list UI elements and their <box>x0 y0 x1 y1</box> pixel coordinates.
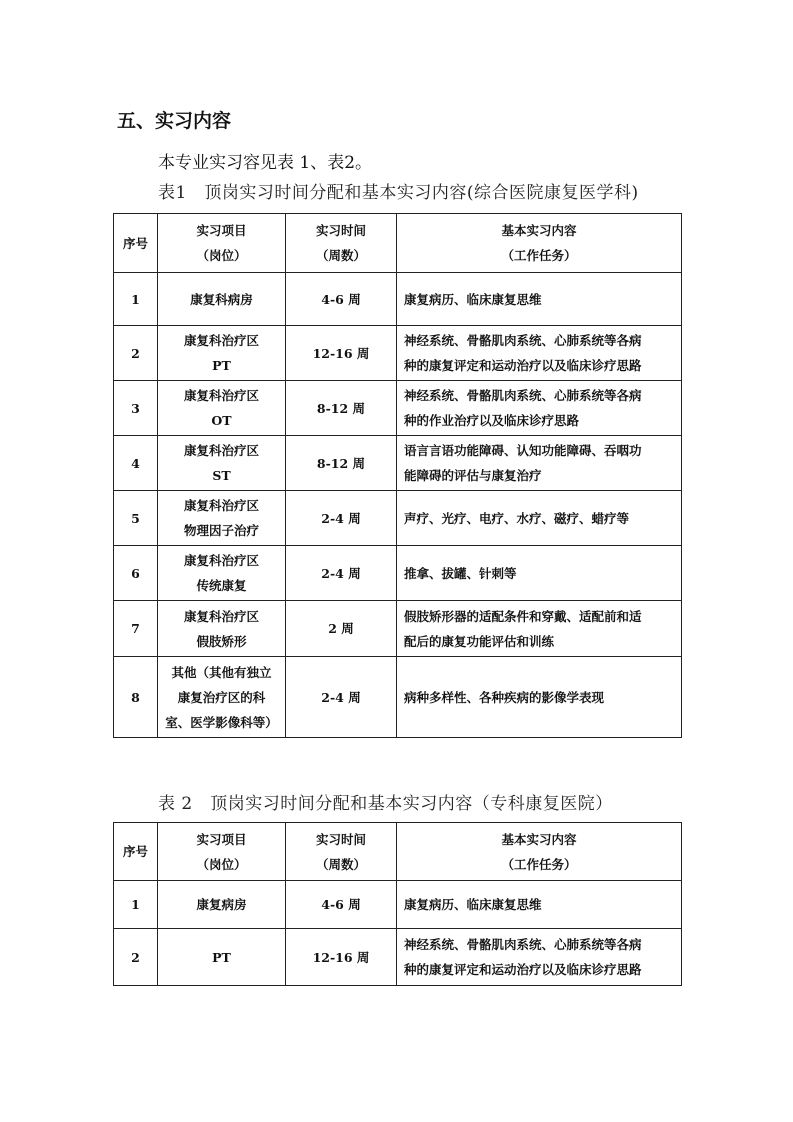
header-cell <box>158 823 286 881</box>
time-cell: 4-6 周 <box>286 881 397 929</box>
header-cell-line: （岗位） <box>196 248 247 263</box>
content-cell <box>397 381 682 436</box>
content-cell <box>397 436 682 491</box>
item-cell-line: OT <box>211 413 232 428</box>
content-cell <box>397 601 682 657</box>
header-cell-line: （工作任务） <box>501 248 577 263</box>
item-cell-line: 康复科治疗区 <box>183 608 259 624</box>
header-cell-line: 基本实习内容 <box>501 223 577 238</box>
table-row <box>114 657 682 738</box>
row-number: 1 <box>114 881 158 929</box>
item-cell-line: 康复病房 <box>196 897 247 912</box>
content-cell <box>397 546 682 601</box>
time-cell: 8-12 周 <box>286 381 397 436</box>
time-cell: 2 周 <box>286 601 397 657</box>
item-cell-line: 其他（其他有独立 <box>171 664 272 680</box>
content-cell-line: 推拿、拔罐、针刺等 <box>404 565 517 581</box>
header-cell-line: 实习时间 <box>315 223 366 238</box>
table-row <box>114 381 682 436</box>
table-row <box>114 491 682 546</box>
header-cell-line: （工作任务） <box>501 856 577 872</box>
content-cell <box>397 929 682 986</box>
time-cell: 8-12 周 <box>286 436 397 491</box>
item-cell-line: PT <box>212 949 231 965</box>
item-cell <box>158 273 286 326</box>
content-cell-line: 配后的康复功能评估和训练 <box>404 633 555 649</box>
header-cell-line: 基本实习内容 <box>501 831 577 847</box>
header-cell <box>158 214 286 273</box>
header-cell-line: （周数） <box>315 248 366 263</box>
table-row <box>114 546 682 601</box>
content-cell-line: 能障碍的评估与康复治疗 <box>404 468 542 483</box>
row-number: 2 <box>114 326 158 381</box>
header-cell-line: 实习时间 <box>315 831 366 847</box>
content-cell <box>397 881 682 929</box>
header-cell-line: 序号 <box>122 235 148 251</box>
content-cell-line: 神经系统、骨骼肌肉系统、心肺系统等各病 <box>404 388 642 403</box>
content-cell <box>397 326 682 381</box>
content-cell-line: 种的康复评定和运动治疗以及临床诊疗思路 <box>404 358 642 373</box>
table-row <box>114 929 682 986</box>
content-cell-line: 声疗、光疗、电疗、水疗、磁疗、蜡疗等 <box>404 510 630 526</box>
item-cell-line: 康复科病房 <box>190 291 253 307</box>
time-cell: 2-4 周 <box>286 657 397 738</box>
header-cell-line: 实习项目 <box>196 223 247 238</box>
item-cell-line: 物理因子治疗 <box>183 523 259 538</box>
time-cell: 12-16 周 <box>286 326 397 381</box>
item-cell-line: 康复科治疗区 <box>183 553 259 568</box>
content-cell <box>397 491 682 546</box>
row-number: 4 <box>114 436 158 491</box>
item-cell <box>158 601 286 657</box>
header-cell <box>114 823 158 881</box>
header-cell <box>397 214 682 273</box>
table-row <box>114 881 682 929</box>
content-cell-line: 假肢矫形器的适配条件和穿戴、适配前和适 <box>404 608 642 624</box>
table-row <box>114 601 682 657</box>
table2-caption: 表 2 顶岗实习时间分配和基本实习内容（专科康复医院） <box>158 794 613 814</box>
table-row <box>114 436 682 491</box>
item-cell-line: 室、医学影像科等） <box>165 714 278 730</box>
item-cell-line: 康复治疗区的科 <box>177 689 266 705</box>
content-cell-line: 神经系统、骨骼肌肉系统、心肺系统等各病 <box>404 333 642 348</box>
time-cell: 2-4 周 <box>286 546 397 601</box>
item-cell <box>158 546 286 601</box>
table-header-row <box>114 214 682 273</box>
row-number: 3 <box>114 381 158 436</box>
header-cell-line: 实习项目 <box>196 831 247 847</box>
content-cell-line: 康复病历、临床康复思维 <box>404 291 542 307</box>
item-cell-line: 传统康复 <box>196 578 247 593</box>
content-cell-line: 语言言语功能障碍、认知功能障碍、吞咽功 <box>404 443 642 458</box>
section-heading: 五、实习内容 <box>117 110 232 132</box>
item-cell-line: PT <box>212 358 231 373</box>
item-cell <box>158 436 286 491</box>
time-cell: 4-6 周 <box>286 273 397 326</box>
content-cell <box>397 657 682 738</box>
content-cell-line: 病种多样性、各种疾病的影像学表现 <box>404 689 605 705</box>
item-cell <box>158 881 286 929</box>
item-cell-line: 康复科治疗区 <box>183 498 259 513</box>
row-number: 6 <box>114 546 158 601</box>
table-header-row <box>114 823 682 881</box>
header-cell <box>114 214 158 273</box>
header-cell-line: 序号 <box>122 844 148 859</box>
row-number: 7 <box>114 601 158 657</box>
item-cell <box>158 657 286 738</box>
item-cell-line: 康复科治疗区 <box>183 443 259 458</box>
item-cell <box>158 326 286 381</box>
header-cell-line: （岗位） <box>196 856 247 872</box>
content-cell <box>397 273 682 326</box>
table1 <box>113 213 682 738</box>
content-cell-line: 种的康复评定和运动治疗以及临床诊疗思路 <box>404 962 642 977</box>
row-number: 8 <box>114 657 158 738</box>
table-row <box>114 273 682 326</box>
time-cell: 12-16 周 <box>286 929 397 986</box>
content-cell-line: 康复病历、临床康复思维 <box>404 897 542 912</box>
item-cell <box>158 491 286 546</box>
item-cell-line: 假肢矫形 <box>196 633 247 649</box>
row-number: 2 <box>114 929 158 986</box>
table1-caption: 表1 顶岗实习时间分配和基本实习内容(综合医院康复医学科) <box>158 183 639 203</box>
item-cell-line: ST <box>212 468 231 483</box>
header-cell <box>397 823 682 881</box>
header-cell <box>286 823 397 881</box>
row-number: 1 <box>114 273 158 326</box>
content-cell-line: 神经系统、骨骼肌肉系统、心肺系统等各病 <box>404 937 642 952</box>
item-cell <box>158 381 286 436</box>
table-row <box>114 326 682 381</box>
header-cell-line: （周数） <box>315 856 366 872</box>
item-cell-line: 康复科治疗区 <box>183 333 259 348</box>
intro-text: 本专业实习容见表 1、表2。 <box>158 153 373 173</box>
time-cell: 2-4 周 <box>286 491 397 546</box>
item-cell-line: 康复科治疗区 <box>183 388 259 403</box>
table2 <box>113 822 682 986</box>
row-number: 5 <box>114 491 158 546</box>
item-cell <box>158 929 286 986</box>
content-cell-line: 种的作业治疗以及临床诊疗思路 <box>404 413 580 428</box>
header-cell <box>286 214 397 273</box>
